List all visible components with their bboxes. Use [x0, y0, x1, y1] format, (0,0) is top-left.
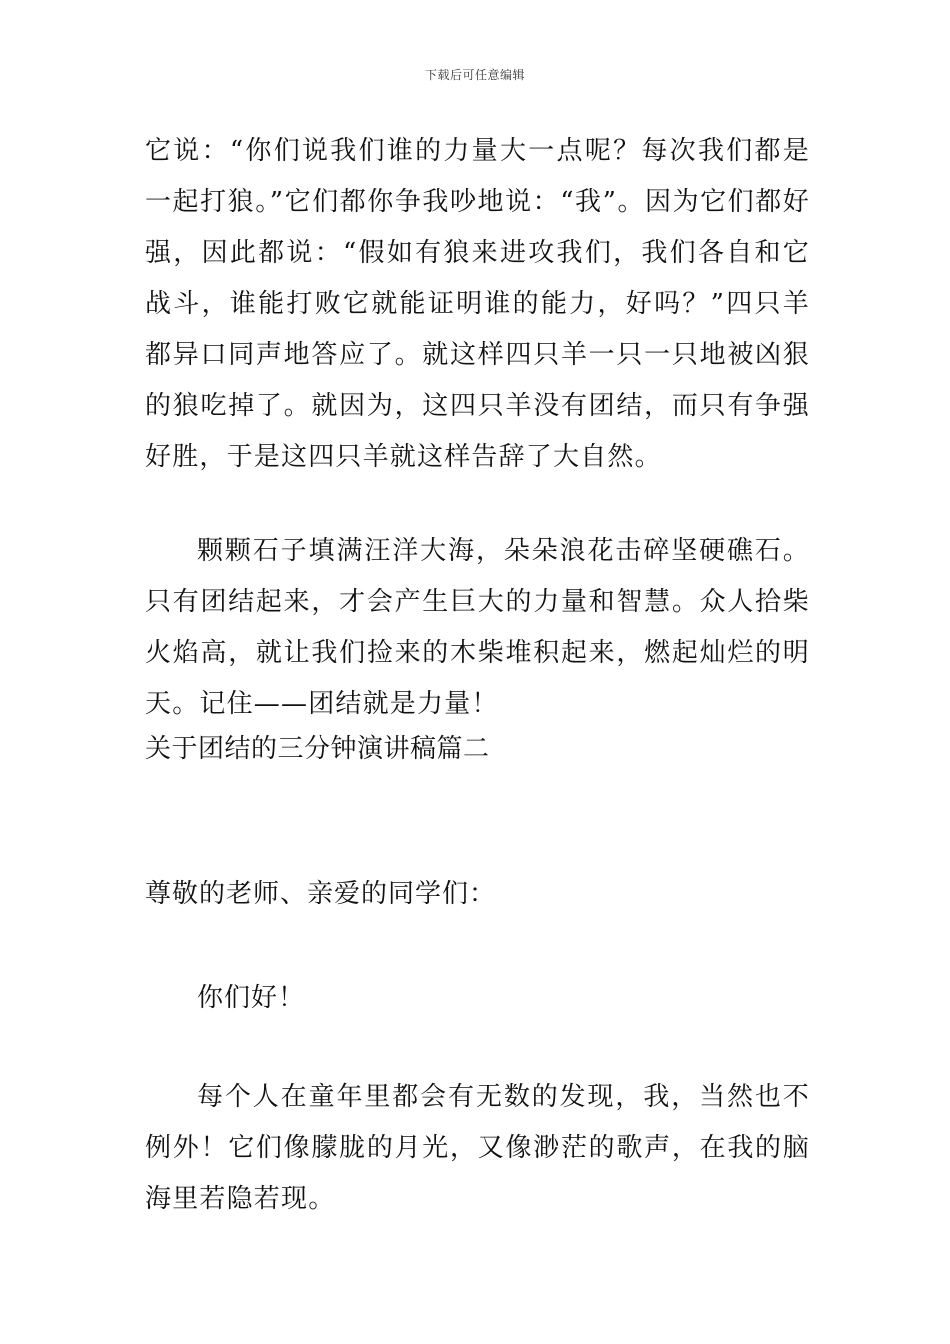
- paragraph-childhood-discoveries: 每个人在童年里都会有无数的发现，我，当然也不例外！它们像朦胧的月光，又像渺茫的歌声，在我的脑海里若隐若现。: [145, 1082, 810, 1214]
- paragraph-sheep-story: 它说：“你们说我们谁的力量大一点呢？每次我们都是一起打狼。”它们都你争我吵地说：“我”。因为它们都好强，因此都说：“假如有狼来进攻我们，我们各自和它战斗，谁能打败它就能证明谁的能力，好吗？”四只羊都异口同声地答应了。就这样四只羊一只一只地被凶狠的狼吃掉了。就因为，这四只羊没有团结，而只有争强好胜，于是这四只羊就这样告辞了大自然。: [145, 136, 810, 472]
- paragraph-unity-strength: 颗颗石子填满汪洋大海，朵朵浪花击碎坚硬礁石。只有团结起来，才会产生巨大的力量和智慧。众人拾柴火焰高，就让我们捡来的木柴堆积起来，燃起灿烂的明天。记住——团结就是力量！: [145, 536, 810, 719]
- section-heading: 关于团结的三分钟演讲稿篇二: [145, 734, 490, 764]
- page-header-note: 下载后可任意编辑: [424, 68, 525, 82]
- speech-salutation: 尊敬的老师、亲爱的同学们：: [145, 879, 497, 909]
- speech-greeting: 你们好！: [197, 983, 306, 1013]
